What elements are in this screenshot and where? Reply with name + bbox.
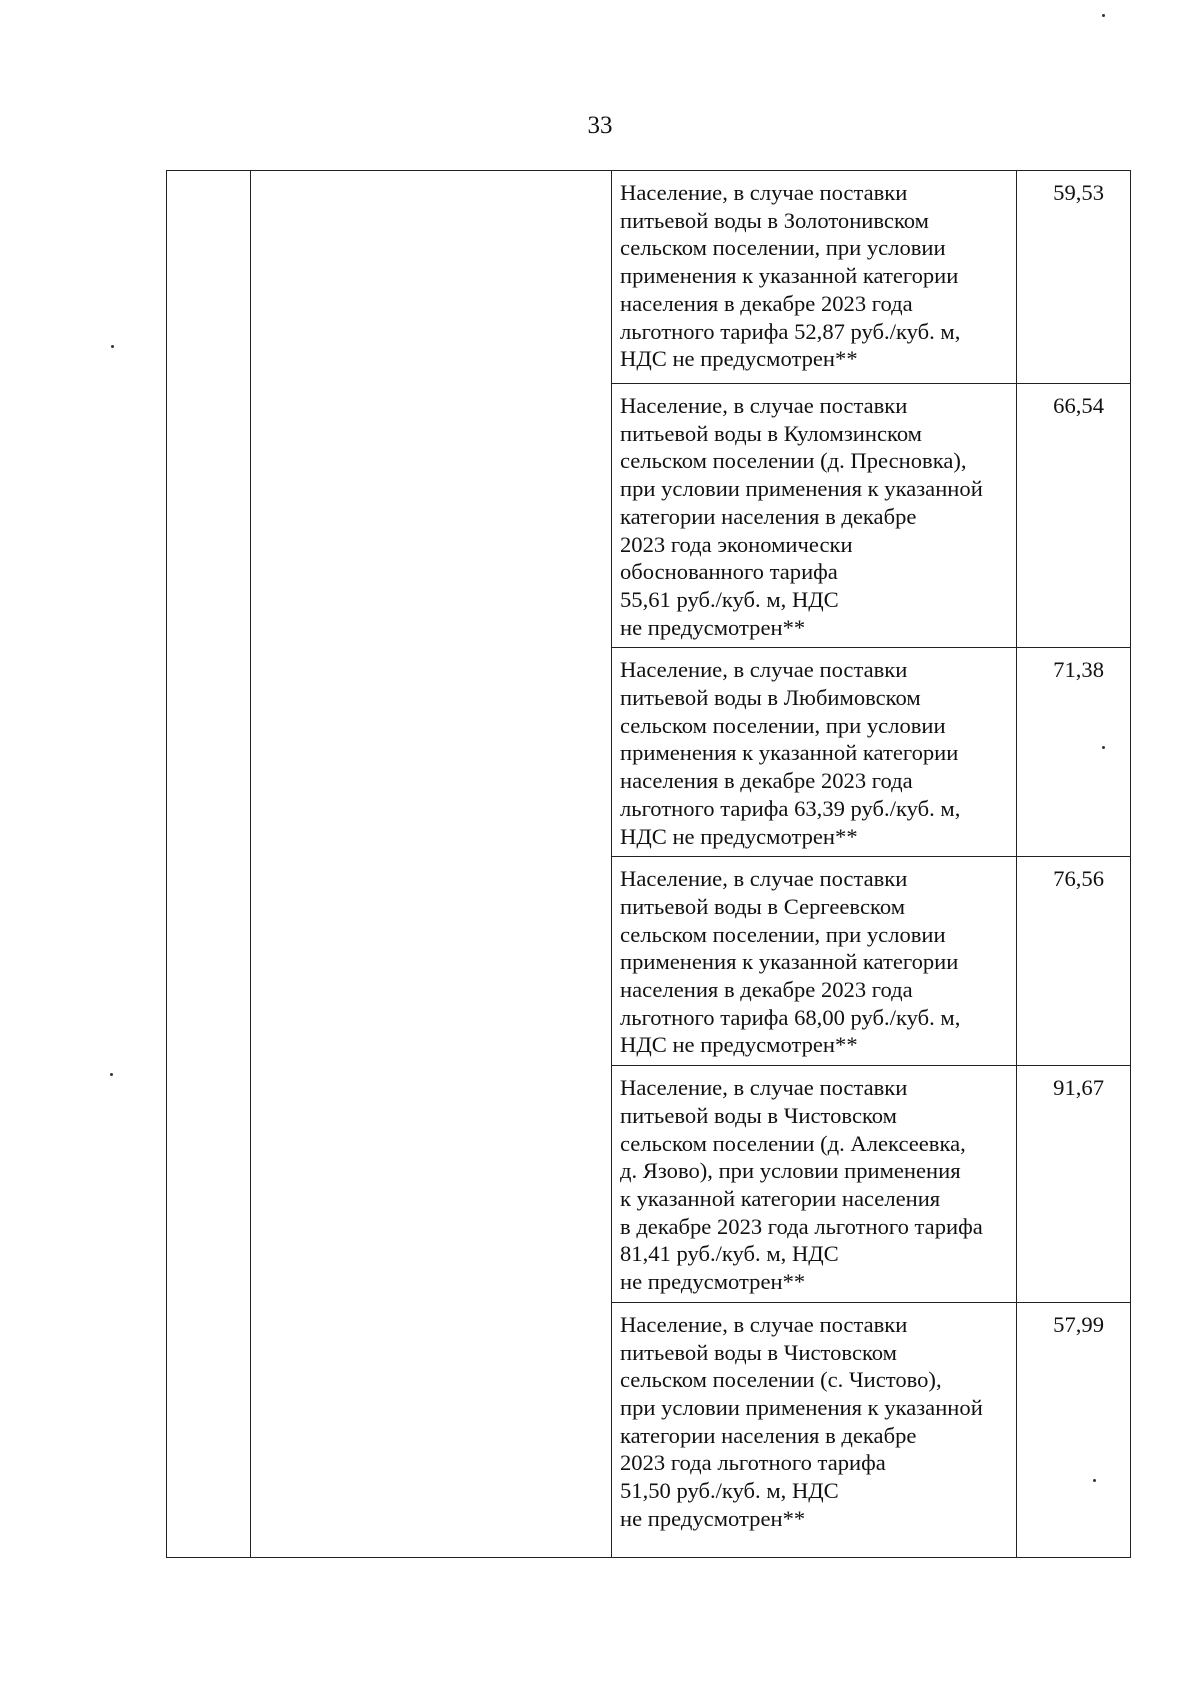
tariff-value-cell: 59,53 xyxy=(1017,171,1131,384)
tariff-table xyxy=(166,170,1131,1558)
scan-speck xyxy=(1093,1479,1096,1482)
tariff-value-cell: 71,38 xyxy=(1017,648,1131,857)
tariff-description-cell: Население, в случае поставки питьевой воды в Куломзинском сельском поселении (д. Пресновка), при условии применения к указанной категории населения в декабре 2023 года экономически обоснованного тарифа 55,61 руб./куб. м, НДС не предусмотрен** xyxy=(612,384,1017,648)
scan-speck xyxy=(110,1073,113,1076)
tariff-description-cell: Население, в случае поставки питьевой воды в Золотонивском сельском поселении, при условии применения к указанной категории населения в декабре 2023 года льготного тарифа 52,87 руб./куб. м, НДС не предусмотрен** xyxy=(612,171,1017,384)
page-number: 33 xyxy=(587,112,613,139)
scan-speck xyxy=(111,345,114,348)
tariff-description-cell: Население, в случае поставки питьевой воды в Сергеевском сельском поселении, при условии применения к указанной категории населения в декабре 2023 года льготного тарифа 68,00 руб./куб. м, НДС не предусмотрен** xyxy=(612,857,1017,1066)
tariff-description-cell: Население, в случае поставки питьевой воды в Любимовском сельском поселении, при условии применения к указанной категории населения в декабре 2023 года льготного тарифа 63,39 руб./куб. м, НДС не предусмотрен** xyxy=(612,648,1017,857)
scan-speck xyxy=(1102,746,1105,749)
empty-consumer-column xyxy=(251,171,612,1558)
tariff-value-cell: 66,54 xyxy=(1017,384,1131,648)
table-row xyxy=(167,171,1131,384)
empty-number-column xyxy=(167,171,251,1558)
scan-speck xyxy=(1102,14,1105,17)
tariff-value-cell: 57,99 xyxy=(1017,1302,1131,1557)
tariff-value-cell: 76,56 xyxy=(1017,857,1131,1066)
tariff-description-cell: Население, в случае поставки питьевой воды в Чистовском сельском поселении (д. Алексеевка, д. Язово), при условии применения к указанной категории населения в декабре 2023 года льготного тарифа 81,41 руб./куб. м, НДС не предусмотрен** xyxy=(612,1066,1017,1303)
tariff-description-cell: Население, в случае поставки питьевой воды в Чистовском сельском поселении (с. Чистово), при условии применения к указанной категории населения в декабре 2023 года льготного тарифа 51,50 руб./куб. м, НДС не предусмотрен** xyxy=(612,1302,1017,1557)
tariff-value-cell: 91,67 xyxy=(1017,1066,1131,1303)
